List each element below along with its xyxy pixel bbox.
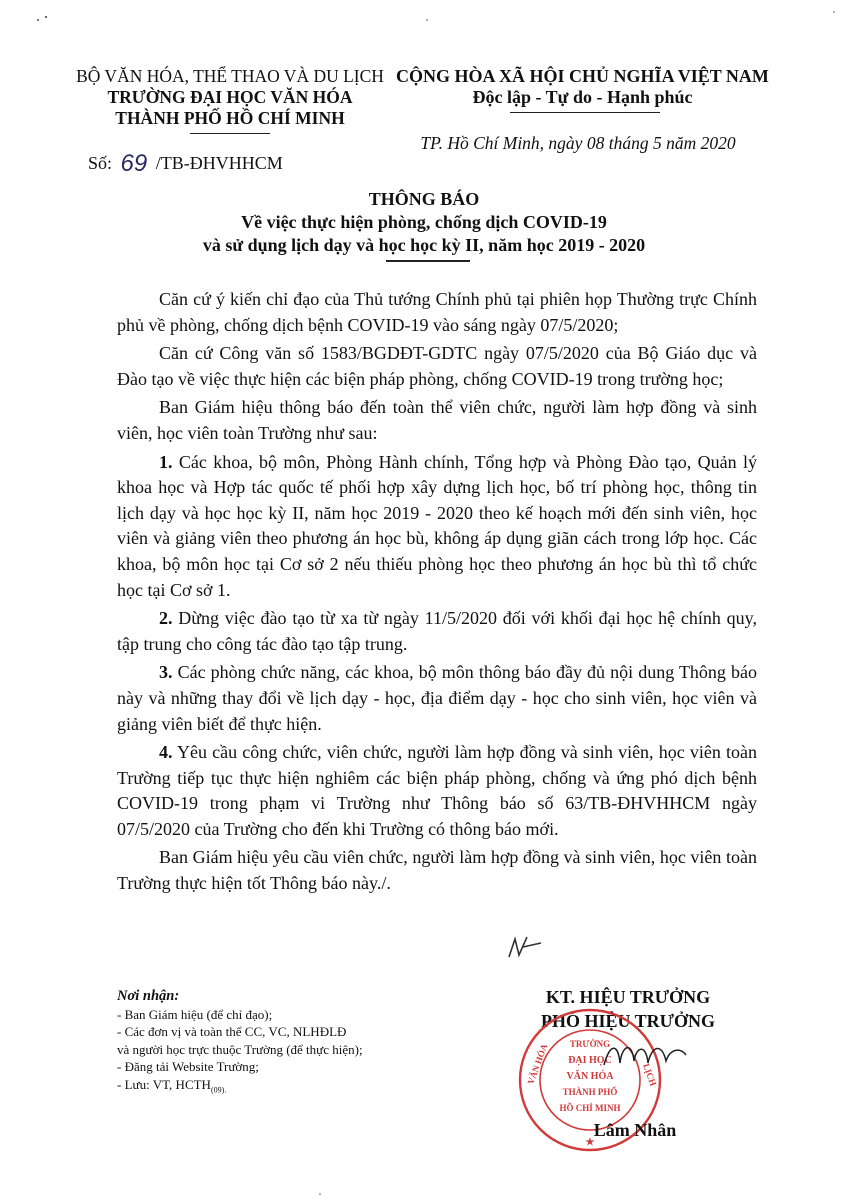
doc-number-handwritten: 69	[120, 150, 148, 177]
title-subject-line2: và sử dụng lịch dạy và học học kỳ II, năm học 2019 - 2020	[202, 235, 646, 255]
paragraph-announcement: Ban Giám hiệu thông báo đến toàn thể viên chức, người làm hợp đồng và sinh viên, học viên toàn Trường như sau:	[117, 397, 757, 443]
document-title	[80, 188, 768, 257]
signer-capacity: KT. HIỆU TRƯỞNG	[545, 987, 711, 1007]
issuing-organization	[70, 66, 390, 129]
item-4	[117, 740, 757, 842]
recipient-archive: - Lưu: VT, HCTH	[117, 1076, 211, 1092]
paragraph-basis-1: Căn cứ ý kiến chỉ đạo của Thủ tướng Chính phủ tại phiên họp Thường trực Chính phủ về phòng, chống dịch bệnh COVID-19 vào sáng ngày 07/5/2020;	[117, 289, 757, 335]
item-1-number: 1.	[159, 451, 173, 472]
doc-number-prefix: Số:	[88, 153, 113, 173]
recipient-line: - Các đơn vị và toàn thể CC, VC, NLHĐLĐ	[117, 1024, 347, 1039]
initial-signature-mark	[505, 933, 545, 961]
republic-name: CỘNG HÒA XÃ HỘI CHỦ NGHĨA VIỆT NAM	[396, 66, 769, 86]
svg-text:VĂN HÓA: VĂN HÓA	[525, 1042, 550, 1086]
handwritten-signature	[600, 1035, 690, 1075]
motto: Độc lập - Tự do - Hạnh phúc	[472, 87, 693, 107]
document-number	[88, 148, 283, 176]
item-2-number: 2.	[159, 608, 173, 629]
item-3-text: Các phòng chức năng, các khoa, bộ môn thông báo đầy đủ nội dung Thông báo này và những thay đổi về lịch dạy - học, địa điểm dạy - học cho sinh viên, học viên và giảng viên biết để thực hiện.	[117, 662, 757, 734]
recipient-line	[117, 1076, 363, 1099]
svg-text:ĐẠI HỌC: ĐẠI HỌC	[568, 1055, 612, 1066]
title-subject-line1: Về việc thực hiện phòng, chống dịch COVID-19	[241, 212, 607, 232]
item-1-text: Các khoa, bộ môn, Phòng Hành chính, Tổng hợp và Phòng Đào tạo, Quản lý khoa học và Hợp tác quốc tế phối hợp xây dựng lịch học, bố trí phòng học, thông tin lịch dạy và học học kỳ II, năm học 2019 - 2020 theo kế hoạch mới đến sinh viên, học viên và giảng viên theo phương án học bù, không áp dụng giãn cách trong lớp học. Các khoa, bộ môn học tại Cơ sở 2 nếu thiếu phòng học theo phương án học bù thì tổ chức học tại Cơ sở 1.	[117, 451, 757, 600]
doc-number-suffix: /TB-ĐHVHHCM	[155, 153, 283, 173]
svg-text:★: ★	[585, 1137, 595, 1148]
archive-copies: (09).	[210, 1085, 227, 1095]
signer-title: PHÓ HIỆU TRƯỞNG	[540, 1011, 715, 1031]
item-2-text: Dừng việc đào tạo từ xa từ ngày 11/5/2020 đối với khối đại học hệ chính quy, tập trung cho công tác đào tạo tập trung.	[117, 608, 758, 654]
org-underline	[190, 133, 270, 134]
motto-underline	[510, 112, 660, 113]
item-4-number: 4.	[159, 742, 173, 763]
paragraph-closing: Ban Giám hiệu yêu cầu viên chức, người làm hợp đồng và sinh viên, học viên toàn Trường thực hiện tốt Thông báo này./.	[117, 847, 757, 894]
recipients-block	[117, 988, 363, 1099]
svg-text:VĂN HÓA: VĂN HÓA	[566, 1071, 614, 1082]
item-3-number: 3.	[159, 662, 173, 683]
university-name: TRƯỜNG ĐẠI HỌC VĂN HÓA	[107, 87, 353, 107]
svg-text:LỊCH: LỊCH	[641, 1062, 659, 1088]
recipient-line: và người học trực thuộc Trường (để thực hiện);	[117, 1041, 363, 1057]
svg-text:THÀNH PHỐ: THÀNH PHỐ	[562, 1087, 618, 1097]
national-motto	[395, 66, 770, 108]
recipients-heading: Nơi nhận:	[117, 988, 180, 1004]
recipient-line: - Đăng tải Website Trường;	[117, 1059, 259, 1074]
ministry-name: BỘ VĂN HÓA, THỂ THAO VÀ DU LỊCH	[76, 66, 384, 86]
place-and-date: TP. Hồ Chí Minh, ngày 08 tháng 5 năm 2020	[420, 133, 736, 153]
title-underline	[386, 260, 470, 262]
university-city: THÀNH PHỐ HỒ CHÍ MINH	[115, 108, 345, 128]
document-body	[117, 287, 757, 900]
item-3	[117, 660, 757, 737]
item-2	[117, 606, 757, 657]
recipient-line: - Ban Giám hiệu (để chỉ đạo);	[117, 1006, 273, 1022]
svg-text:HỒ CHÍ MINH: HỒ CHÍ MINH	[559, 1103, 621, 1113]
signer-name: Lâm Nhân	[593, 1120, 677, 1140]
paragraph-basis-2: Căn cứ Công văn số 1583/BGDĐT-GDTC ngày 07/5/2020 của Bộ Giáo dục và Đào tạo về việc thực hiện các biện pháp phòng, chống COVID-19 trong trường học;	[117, 343, 757, 389]
item-4-text: Yêu cầu công chức, viên chức, người làm hợp đồng và sinh viên, học viên toàn Trường tiếp tục thực hiện nghiêm các biện pháp phòng, chống và ứng phó dịch bệnh COVID-19 trong phạm vi Trường như Thông báo số 63/TB-ĐHVHHCM ngày 07/5/2020 của Trường cho đến khi Trường có thông báo mới.	[117, 742, 757, 839]
title-main: THÔNG BÁO	[368, 189, 480, 209]
item-1	[117, 450, 757, 604]
svg-text:TRƯỜNG: TRƯỜNG	[569, 1039, 611, 1049]
